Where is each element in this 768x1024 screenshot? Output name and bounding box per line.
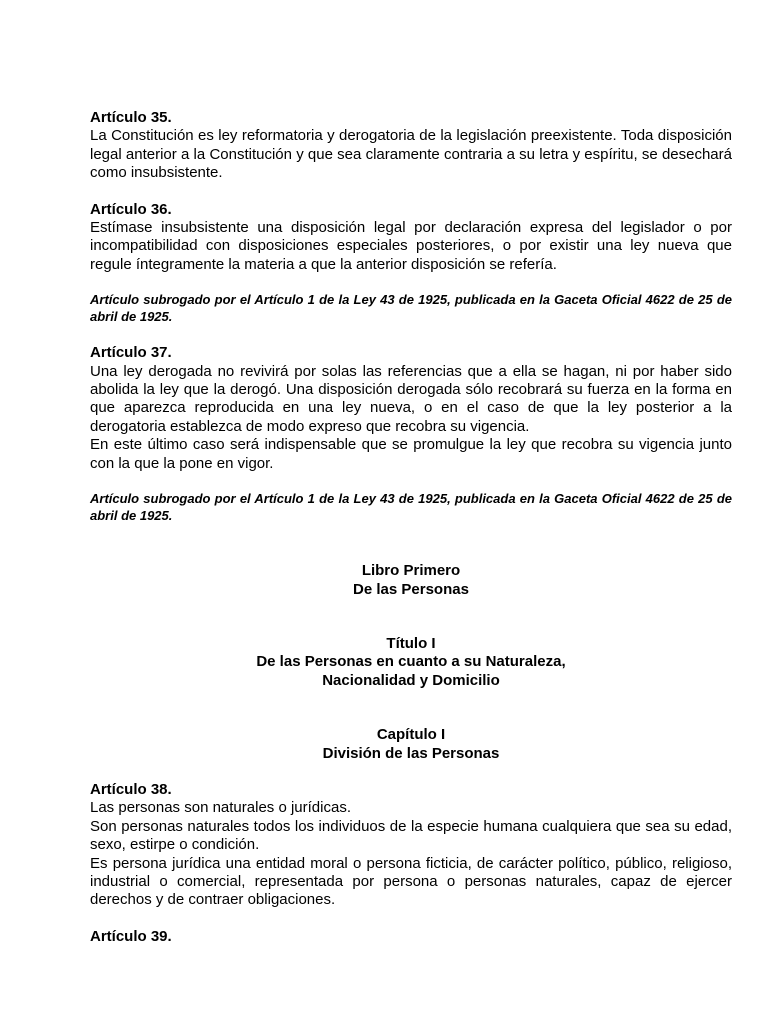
article-37 xyxy=(90,344,732,473)
subrogation-note: Artículo subrogado por el Artículo 1 de la Ley 43 de 1925, publicada en la Gaceta Oficial 4622 de 25 de abril de 1925. xyxy=(90,491,732,523)
article-paragraph: Una ley derogada no revivirá por solas las referencias que a ella se hagan, ni por haber sido abolida la ley que la derogó. Una disposición derogada sólo recobrará su fuerza en la forma en que aparezca reproducida en una ley nueva, o en el caso de que la ley posterior a la derogatoria establezca de modo expreso que recobra su vigencia. xyxy=(90,362,732,435)
subrogation-note: Artículo subrogado por el Artículo 1 de la Ley 43 de 1925, publicada en la Gaceta Oficial 4622 de 25 de abril de 1925. xyxy=(90,292,732,324)
article-paragraph: Es persona jurídica una entidad moral o persona ficticia, de carácter político, público, religioso, industrial o comercial, representada por persona o personas naturales, capaz de ejercer derechos y de contraer obligaciones. xyxy=(90,854,732,909)
article-paragraph: Las personas son naturales o jurídicas. xyxy=(90,799,351,817)
article-heading: Artículo 36. xyxy=(90,200,172,218)
book-heading xyxy=(90,562,732,599)
book-subtitle: De las Personas xyxy=(353,580,469,598)
article-heading: Artículo 37. xyxy=(90,344,172,362)
article-heading: Artículo 35. xyxy=(90,109,172,126)
chapter-number: Capítulo I xyxy=(376,726,446,744)
title-name-line1: De las Personas en cuanto a su Naturaleza, xyxy=(256,653,566,671)
document-body xyxy=(90,109,732,964)
article-38 xyxy=(90,781,732,910)
title-number: Título I xyxy=(386,634,436,652)
article-35 xyxy=(90,109,732,183)
article-paragraph: Son personas naturales todos los individuos de la especie humana cualquiera que sea su edad, sexo, estirpe o condición. xyxy=(90,817,732,854)
article-paragraph: La Constitución es ley reformatoria y derogatoria de la legislación preexistente. Toda disposición legal anterior a la Constitución y que sea claramente contraria a su letra y espíritu, se desechará como insubsistente. xyxy=(90,127,732,182)
article-paragraph: Estímase insubsistente una disposición legal por declaración expresa del legislador o por incompatibilidad con disposiciones especiales posteriores, o por existir una ley nueva que regule íntegramente la materia a que la anterior disposición se refería. xyxy=(90,219,732,273)
book-title: Libro Primero xyxy=(361,562,461,580)
title-heading xyxy=(90,635,732,690)
article-heading: Artículo 38. xyxy=(90,780,172,798)
article-heading: Artículo 39. xyxy=(90,927,172,945)
article-paragraph: En este último caso será indispensable que se promulgue la ley que recobra su vigencia junto con la que la pone en vigor. xyxy=(90,436,732,472)
chapter-name: División de las Personas xyxy=(322,744,500,762)
article-36 xyxy=(90,201,732,275)
title-name-line2: Nacionalidad y Domicilio xyxy=(322,671,500,689)
chapter-heading xyxy=(90,726,732,763)
article-39 xyxy=(90,928,732,946)
